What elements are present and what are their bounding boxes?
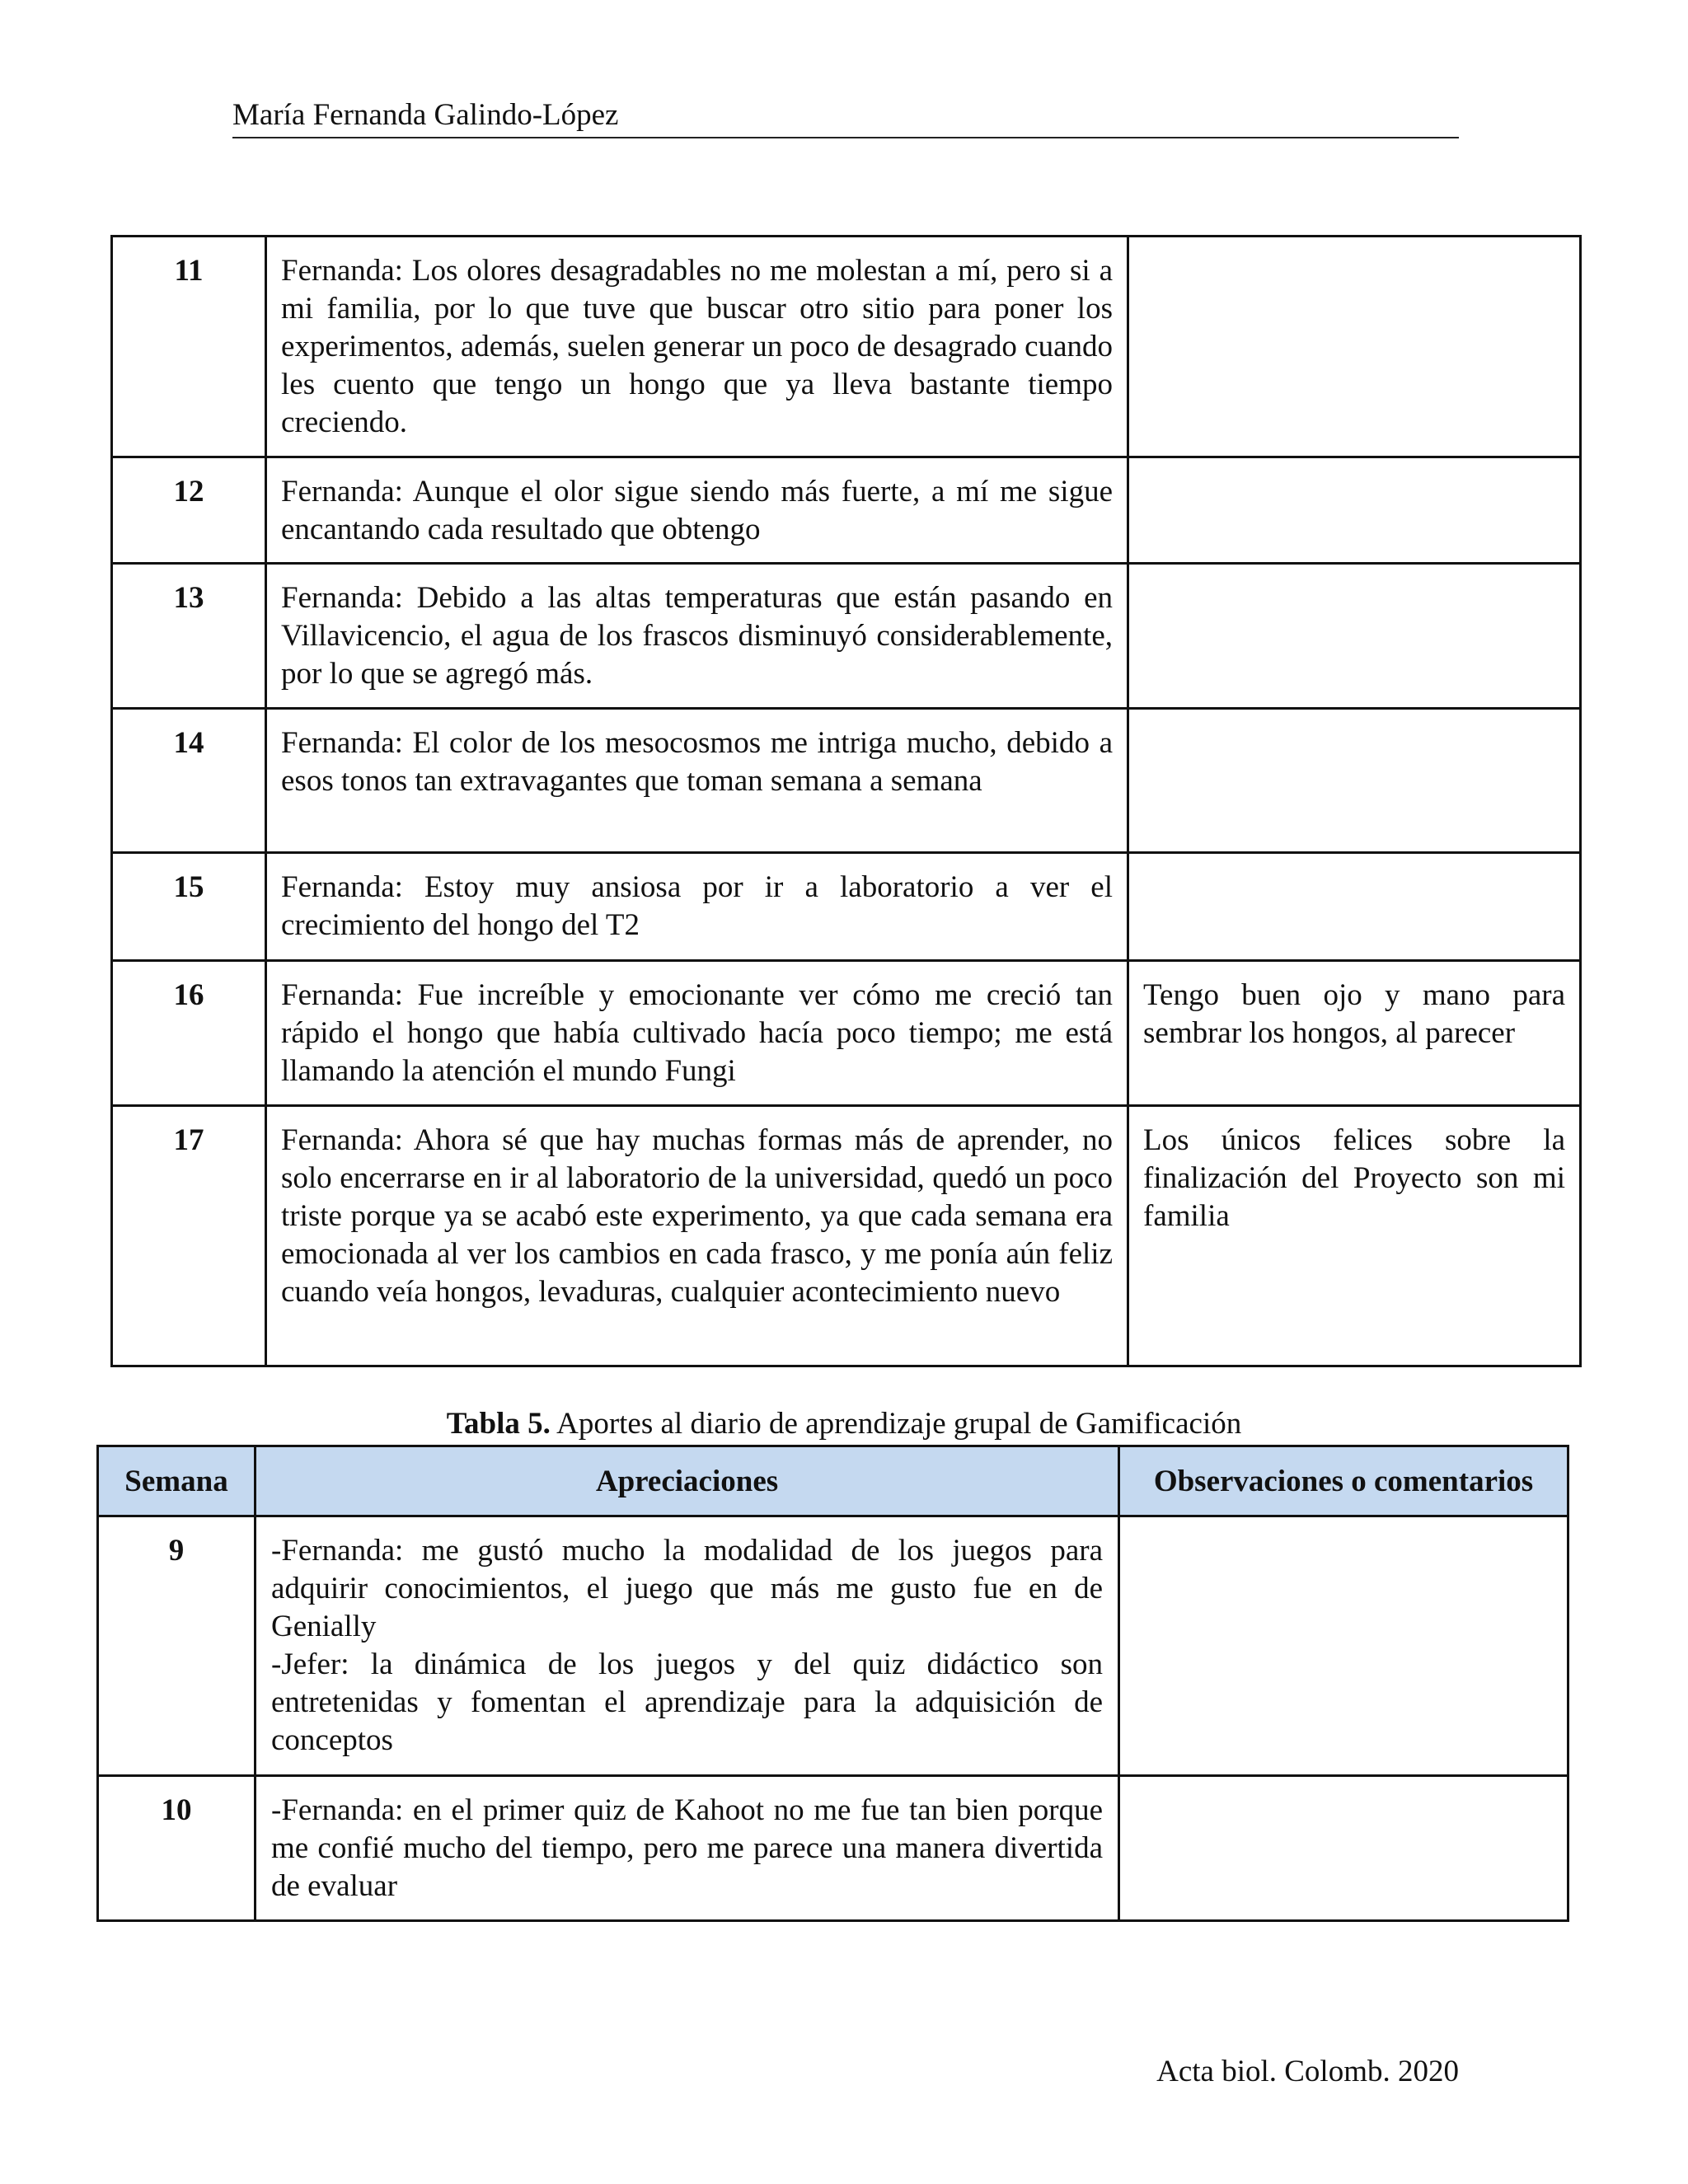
table-row: [98, 1516, 1568, 1776]
appreciations-cell: [256, 1516, 1119, 1776]
entry-comment: [1128, 564, 1581, 709]
running-header-author: María Fernanda Galindo-López: [232, 97, 1459, 138]
table-caption-text: Aportes al diario de aprendizaje grupal de Gamificación: [550, 1407, 1242, 1441]
week-number: 16: [112, 961, 266, 1106]
entry-comment: [1128, 853, 1581, 961]
table-row: [112, 709, 1581, 853]
table-row: [112, 564, 1581, 709]
column-header-observaciones: Observaciones o comentarios: [1119, 1446, 1568, 1516]
table-row: [98, 1776, 1568, 1921]
week-number: 15: [112, 853, 266, 961]
week-number: 14: [112, 709, 266, 853]
entry-text: Fernanda: Aunque el olor sigue siendo más fuerte, a mí me sigue encantando cada resultado que obtengo: [266, 457, 1128, 564]
table-row: [112, 237, 1581, 457]
entry-comment: Tengo buen ojo y mano para sembrar los hongos, al parecer: [1128, 961, 1581, 1106]
table-row: [112, 1106, 1581, 1366]
observations-cell: [1119, 1776, 1568, 1921]
entry-text: Fernanda: El color de los mesocosmos me intriga mucho, debido a esos tonos tan extravagantes que toman semana a semana: [266, 709, 1128, 853]
week-number: 11: [112, 237, 266, 457]
entry-text: Fernanda: Fue increíble y emocionante ver cómo me creció tan rápido el hongo que había cultivado hacía poco tiempo; me está llamando la atención el mundo Fungi: [266, 961, 1128, 1106]
entry-text: Fernanda: Los olores desagradables no me molestan a mí, pero si a mi familia, por lo que tuve que buscar otro sitio para poner los experimentos, además, suelen generar un poco de desagrado cuando les cuento que tengo un hongo que ya lleva bastante tiempo creciendo.: [266, 237, 1128, 457]
table-caption-label: Tabla 5.: [446, 1407, 551, 1441]
entry-comment: [1128, 237, 1581, 457]
week-number: 12: [112, 457, 266, 564]
week-number: 17: [112, 1106, 266, 1366]
entry-text: Fernanda: Ahora sé que hay muchas formas más de aprender, no solo encerrarse en ir al laboratorio de la universidad, quedó un poco triste porque ya se acabó este experimento, ya que cada semana era emocionada al ver los cambios en cada frasco, y me ponía aún feliz cuando veía hongos, levaduras, cualquier acontecimiento nuevo: [266, 1106, 1128, 1366]
gamification-table: [96, 1445, 1569, 1922]
table-row: [112, 853, 1581, 961]
table-header-row: [98, 1446, 1568, 1516]
appreciations-cell: [256, 1776, 1119, 1921]
journal-entries-table: [110, 235, 1582, 1367]
week-number: 10: [98, 1776, 256, 1921]
table-row: [112, 457, 1581, 564]
week-number: 9: [98, 1516, 256, 1776]
entry-comment: Los únicos felices sobre la finalización del Proyecto son mi familia: [1128, 1106, 1581, 1366]
entry-text: Fernanda: Debido a las altas temperaturas que están pasando en Villavicencio, el agua de los frascos disminuyó considerablemente, por lo que se agregó más.: [266, 564, 1128, 709]
appreciation-line: -Fernanda: me gustó mucho la modalidad de los juegos para adquirir conocimientos, el juego que más me gusto fue en de Genially: [271, 1534, 1103, 1643]
observations-cell: [1119, 1516, 1568, 1776]
table-row: [112, 961, 1581, 1106]
entry-text: Fernanda: Estoy muy ansiosa por ir a laboratorio a ver el crecimiento del hongo del T2: [266, 853, 1128, 961]
week-number: 13: [112, 564, 266, 709]
appreciation-line: -Jefer: la dinámica de los juegos y del quiz didáctico son entretenidas y fomentan el aprendizaje para la adquisición de conceptos: [271, 1647, 1103, 1757]
appreciation-line: -Fernanda: en el primer quiz de Kahoot no me fue tan bien porque me confié mucho del tiempo, pero me parece una manera divertida de evaluar: [271, 1793, 1103, 1903]
entry-comment: [1128, 457, 1581, 564]
entry-comment: [1128, 709, 1581, 853]
running-footer-journal: Acta biol. Colomb. 2020: [1156, 2055, 1459, 2088]
column-header-apreciaciones: Apreciaciones: [256, 1446, 1119, 1516]
table-caption: [0, 1406, 1688, 1442]
column-header-semana: Semana: [98, 1446, 256, 1516]
